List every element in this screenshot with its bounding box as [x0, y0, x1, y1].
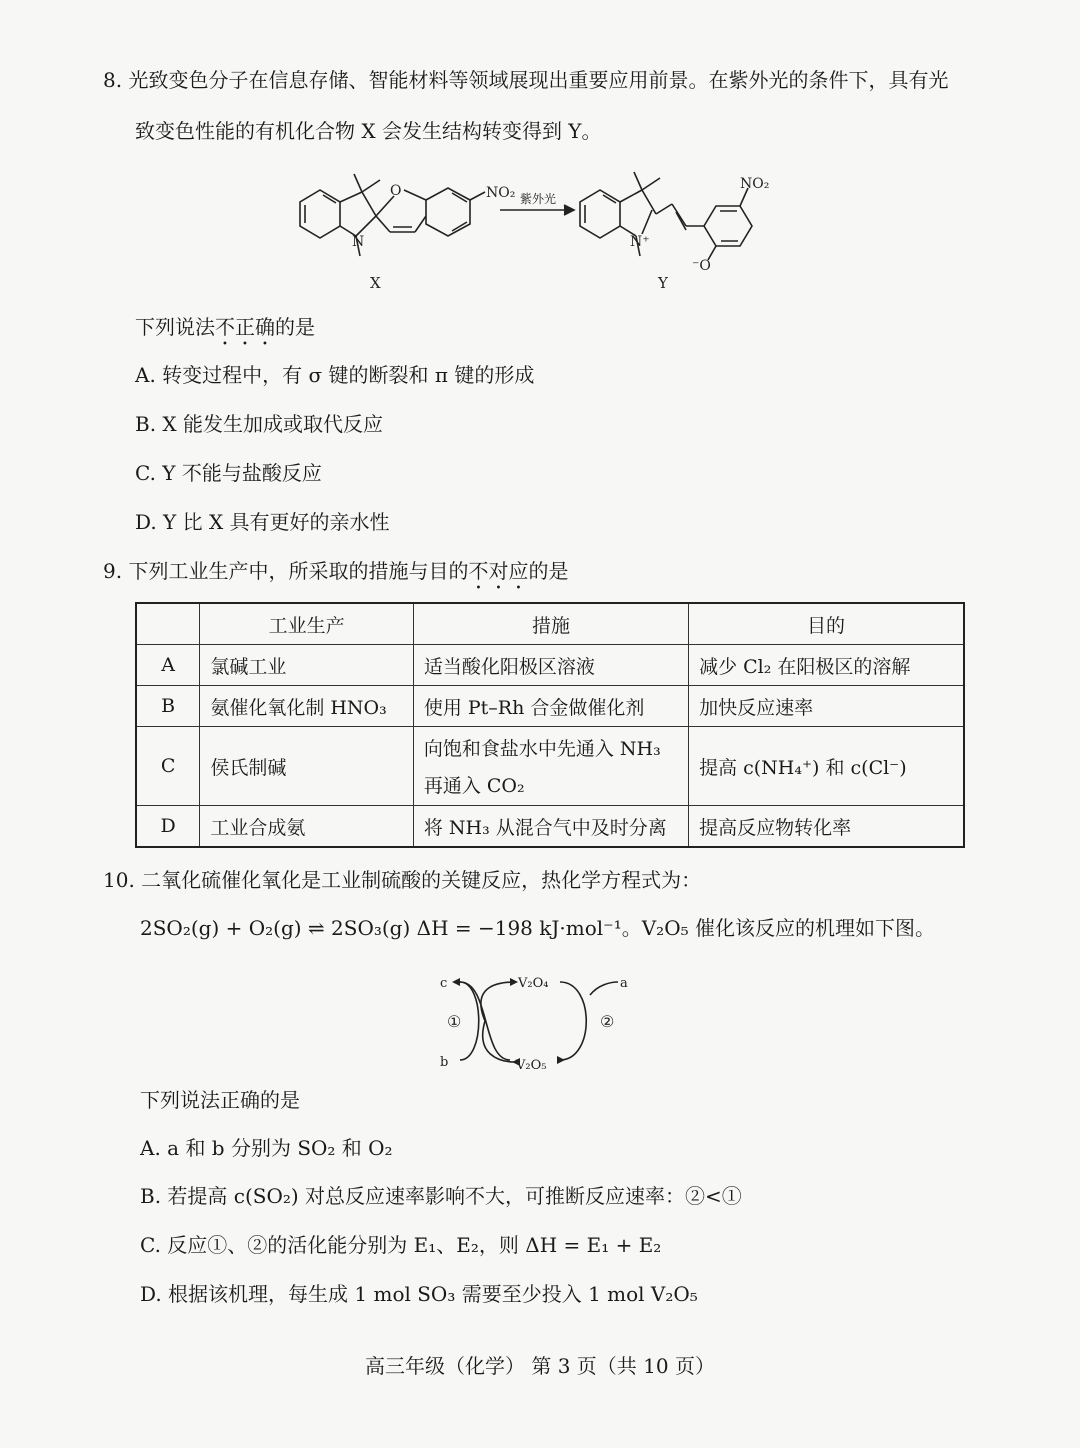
q10-stem-line1: 10. 二氧化硫催化氧化是工业制硫酸的关键反应，热化学方程式为：	[103, 868, 702, 892]
row-measure	[413, 727, 688, 806]
q10-prompt: 下列说法正确的是	[140, 1088, 300, 1112]
species-v2o5: V₂O₅	[516, 1058, 547, 1073]
row-id: B	[136, 686, 200, 727]
row-process: 氨催化氧化制 HNO₃	[200, 686, 414, 727]
q9-table	[135, 602, 965, 848]
y-no2-label: NO₂	[740, 176, 770, 192]
header-purpose: 目的	[689, 603, 964, 645]
row-purpose: 减少 Cl₂ 在阳极区的溶解	[689, 645, 964, 686]
q8-structure-figure	[290, 160, 790, 300]
q8-option-b: B. X 能发生加成或取代反应	[135, 412, 384, 436]
table-row	[136, 645, 964, 686]
compound-x-label: X	[370, 274, 381, 292]
x-nitrogen: N	[352, 234, 365, 250]
species-b: b	[440, 1055, 449, 1070]
header-measure: 措施	[413, 603, 688, 645]
q9-stem	[103, 557, 568, 594]
page-footer: 高三年级（化学） 第 3 页（共 10 页）	[365, 1354, 715, 1378]
x-ring-oxygen: O	[390, 183, 402, 199]
step-1-label: ①	[447, 1012, 462, 1031]
row-process: 氯碱工业	[200, 645, 414, 686]
q9-stem-post: 的是	[528, 559, 569, 583]
row-process: 侯氏制碱	[200, 727, 414, 806]
y-phenolate-oxygen: ⁻O	[692, 258, 711, 274]
q10-option-d: D. 根据该机理，每生成 1 mol SO₃ 需要至少投入 1 mol V₂O₅	[140, 1282, 698, 1306]
table-row	[136, 686, 964, 727]
q8-option-d: D. Y 比 X 具有更好的亲水性	[135, 510, 390, 534]
uv-light-label: 紫外光	[520, 192, 557, 206]
q8-prompt-emphasis: 不正确	[215, 315, 275, 339]
row-process: 工业合成氨	[200, 806, 414, 848]
q10-option-a: A. a 和 b 分别为 SO₂ 和 O₂	[140, 1136, 393, 1160]
q8-stem-line2: 致变色性能的有机化合物 X 会发生结构转变得到 Y。	[135, 119, 602, 143]
row-id: C	[136, 727, 200, 806]
q8-stem-line1: 8. 光致变色分子在信息存储、智能材料等领域展现出重要应用前景。在紫外光的条件下，具有光	[103, 68, 949, 92]
table-row	[136, 806, 964, 848]
q9-stem-emphasis: 不对应	[468, 559, 529, 583]
q10-option-b: B. 若提高 c(SO₂) 对总反应速率影响不大，可推断反应速率：②<①	[140, 1184, 742, 1208]
compound-y-label: Y	[658, 274, 668, 292]
table-row	[136, 727, 964, 806]
q10-option-c: C. 反应①、②的活化能分别为 E₁、E₂，则 ΔH = E₁ + E₂	[140, 1233, 662, 1257]
row-measure: 将 NH₃ 从混合气中及时分离	[413, 806, 688, 848]
y-nitrogen-cation: N⁺	[630, 234, 650, 250]
species-v2o4: V₂O₄	[518, 976, 549, 991]
row-purpose: 提高 c(NH₄⁺) 和 c(Cl⁻)	[689, 727, 964, 806]
header-process: 工业生产	[200, 603, 414, 645]
q8-prompt-pre: 下列说法	[135, 315, 215, 339]
q8-prompt-post: 的是	[275, 315, 315, 339]
row-measure-line1: 向饱和食盐水中先通入 NH₃	[423, 738, 661, 760]
row-id: A	[136, 645, 200, 686]
header-blank	[136, 603, 200, 645]
row-measure-line2: 再通入 CO₂	[423, 775, 525, 797]
step-2-label: ②	[600, 1012, 615, 1031]
row-purpose: 提高反应物转化率	[689, 806, 964, 848]
q8-prompt	[135, 313, 315, 350]
q10-mechanism-figure	[430, 965, 640, 1080]
row-purpose: 加快反应速率	[689, 686, 964, 727]
species-a: a	[620, 976, 628, 991]
row-id: D	[136, 806, 200, 848]
x-no2-label: NO₂	[486, 185, 516, 201]
q8-option-c: C. Y 不能与盐酸反应	[135, 461, 322, 485]
species-c: c	[440, 976, 448, 991]
q10-equation: 2SO₂(g) + O₂(g) ⇌ 2SO₃(g) ΔH = −198 kJ·mol⁻¹。V₂O₅ 催化该反应的机理如下图。	[140, 916, 935, 940]
row-measure: 适当酸化阳极区溶液	[413, 645, 688, 686]
q9-stem-pre: 9. 下列工业生产中，所采取的措施与目的	[103, 559, 469, 583]
table-header-row	[136, 603, 964, 645]
q8-option-a: A. 转变过程中，有 σ 键的断裂和 π 键的形成	[135, 363, 535, 387]
row-measure: 使用 Pt–Rh 合金做催化剂	[413, 686, 688, 727]
